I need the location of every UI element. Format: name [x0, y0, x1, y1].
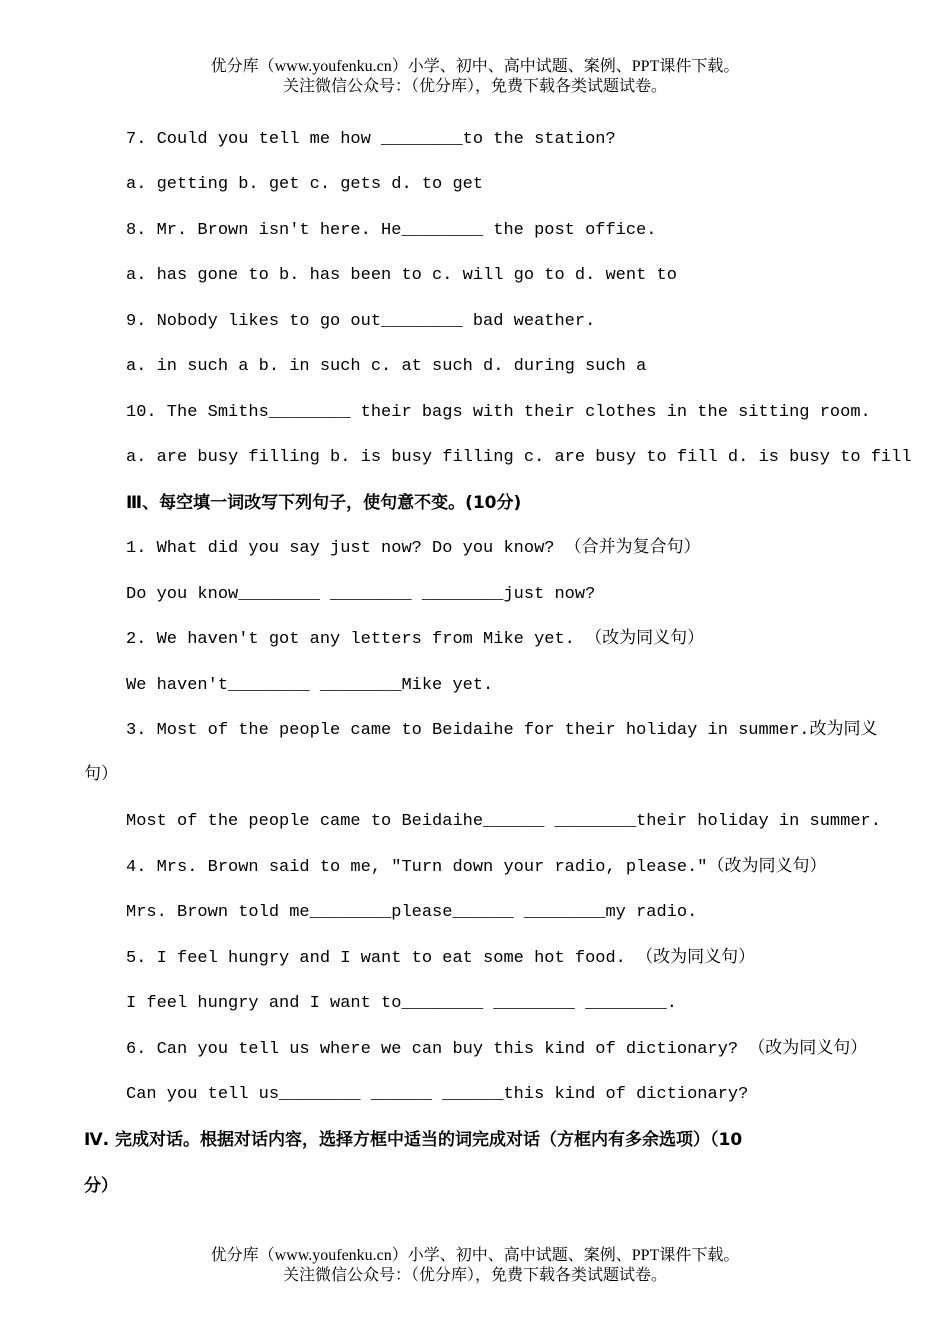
question-10: 10. The Smiths________ their bags with their clothes in the sitting room.	[126, 403, 871, 422]
footer-line-2: 关注微信公众号：（优分库），免费下载各类试题试卷。	[282, 1267, 667, 1284]
rewrite-6: 6. Can you tell us where we can buy this kind of dictionary? （改为同义句）	[126, 1040, 868, 1059]
rewrite-5: 5. I feel hungry and I want to eat some hot food. （改为同义句）	[126, 949, 756, 968]
question-7: 7. Could you tell me how ________to the station?	[126, 130, 616, 149]
header-line-1: 优分库（www.youfenku.cn）小学、初中、高中试题、案例、PPT课件下载。	[210, 58, 740, 75]
rewrite-2: 2. We haven't got any letters from Mike yet. （改为同义句）	[126, 630, 705, 649]
section-4-title: Ⅳ. 完成对话。根据对话内容，选择方框中适当的词完成对话（方框内有多余选项）（10	[84, 1130, 743, 1150]
rewrite-4: 4. Mrs. Brown said to me, "Turn down your radio, please."（改为同义句）	[126, 858, 827, 877]
question-9: 9. Nobody likes to go out________ bad weather.	[126, 312, 596, 331]
rewrite-3-answer: Most of the people came to Beidaihe______ ________their holiday in summer.	[126, 812, 881, 831]
question-10-options: a. are busy filling b. is busy filling c. are busy to fill d. is busy to fill	[126, 448, 912, 467]
rewrite-4-answer: Mrs. Brown told me________please______ ________my radio.	[126, 903, 698, 922]
question-7-options: a. getting b. get c. gets d. to get	[126, 175, 484, 194]
rewrite-6-answer: Can you tell us________ ______ ______this kind of dictionary?	[126, 1085, 749, 1104]
rewrite-3: 3. Most of the people came to Beidaihe for their holiday in summer.改为同义	[126, 721, 878, 740]
rewrite-2-answer: We haven't________ ________Mike yet.	[126, 676, 494, 695]
question-8-options: a. has gone to b. has been to c. will go to d. went to	[126, 266, 677, 285]
rewrite-5-answer: I feel hungry and I want to________ ________ ________.	[126, 994, 677, 1013]
footer-line-1: 优分库（www.youfenku.cn）小学、初中、高中试题、案例、PPT课件下载。	[210, 1247, 740, 1264]
rewrite-3-continued: 句）	[84, 766, 118, 785]
rewrite-1: 1. What did you say just now? Do you know? （合并为复合句）	[126, 539, 701, 558]
header-line-2: 关注微信公众号：（优分库），免费下载各类试题试卷。	[282, 78, 667, 95]
section-3-title: Ⅲ、每空填一词改写下列句子，使句意不变。(10分)	[126, 493, 522, 513]
section-4-title-continued: 分）	[84, 1176, 118, 1196]
question-8: 8. Mr. Brown isn't here. He________ the post office.	[126, 221, 657, 240]
rewrite-1-answer: Do you know________ ________ ________just now?	[126, 585, 596, 604]
question-9-options: a. in such a b. in such c. at such d. during such a	[126, 357, 647, 376]
